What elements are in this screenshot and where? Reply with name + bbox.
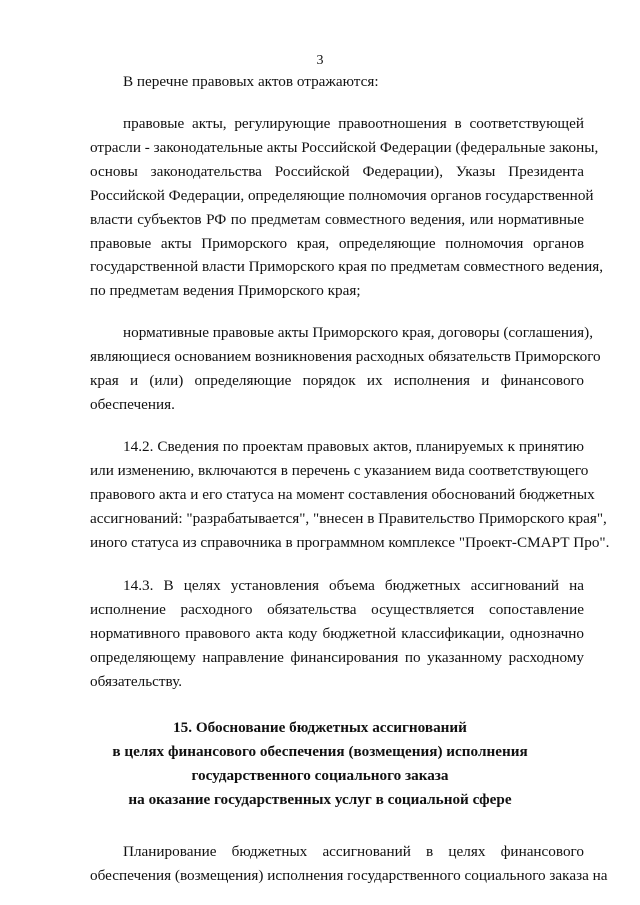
- paragraph-line: Российской Федерации, определяющие полномочия органов государственной: [90, 187, 594, 204]
- paragraph-line: Планирование бюджетных ассигнований в целях финансового: [123, 843, 584, 860]
- paragraph-line: обеспечения.: [90, 396, 175, 413]
- section-heading-line: государственного социального заказа: [191, 767, 449, 784]
- paragraph-line: по предметам ведения Приморского края;: [90, 282, 361, 299]
- paragraph-line: края и (или) определяющие порядок их исполнения и финансового: [90, 372, 584, 389]
- paragraph-line: 14.2. Сведения по проектам правовых актов, планируемых к принятию: [123, 438, 584, 455]
- paragraph-line: определяющему направление финансирования по указанному расходному: [90, 649, 584, 666]
- paragraph-line: иного статуса из справочника в программном комплексе "Проект-СМАРТ Про".: [90, 534, 610, 551]
- paragraph-line: основы законодательства Российской Федерации), Указы Президента: [90, 163, 584, 180]
- paragraph-line: ассигнований: "разрабатывается", "внесен в Правительство Приморского края",: [90, 510, 607, 527]
- paragraph-line: правовые акты Приморского края, определяющие полномочия органов: [90, 235, 584, 252]
- paragraph-line: власти субъектов РФ по предметам совместного ведения, или нормативные: [90, 211, 584, 228]
- paragraph-line: отрасли - законодательные акты Российской Федерации (федеральные законы,: [90, 139, 599, 156]
- paragraph-line: правовые акты, регулирующие правоотношения в соответствующей: [123, 115, 584, 132]
- paragraph-line: государственной власти Приморского края по предметам совместного ведения,: [90, 258, 604, 275]
- paragraph-line: или изменению, включаются в перечень с указанием вида соответствующего: [90, 462, 589, 479]
- paragraph-line: 14.3. В целях установления объема бюджетных ассигнований на: [123, 577, 584, 594]
- paragraph-line: правового акта и его статуса на момент составления обоснований бюджетных: [90, 486, 595, 503]
- paragraph-line: обязательству.: [90, 673, 183, 690]
- section-heading-line: на оказание государственных услуг в социальной сфере: [128, 791, 512, 808]
- section-heading-line: в целях финансового обеспечения (возмещения) исполнения: [112, 743, 528, 760]
- paragraph-line: исполнение расходного обязательства осуществляется сопоставление: [90, 601, 584, 618]
- section-heading-line: 15. Обоснование бюджетных ассигнований: [173, 719, 467, 736]
- paragraph-line: нормативные правовые акты Приморского края, договоры (соглашения),: [123, 324, 594, 341]
- paragraph-line: В перечне правовых актов отражаются:: [123, 73, 379, 90]
- paragraph-line: нормативного правового акта коду бюджетной классификации, однозначно: [90, 625, 584, 642]
- paragraph-line: обеспечения (возмещения) исполнения государственного социального заказа на: [90, 867, 608, 884]
- page-number: 3: [316, 53, 324, 68]
- paragraph-line: являющиеся основанием возникновения расходных обязательств Приморского: [90, 348, 601, 365]
